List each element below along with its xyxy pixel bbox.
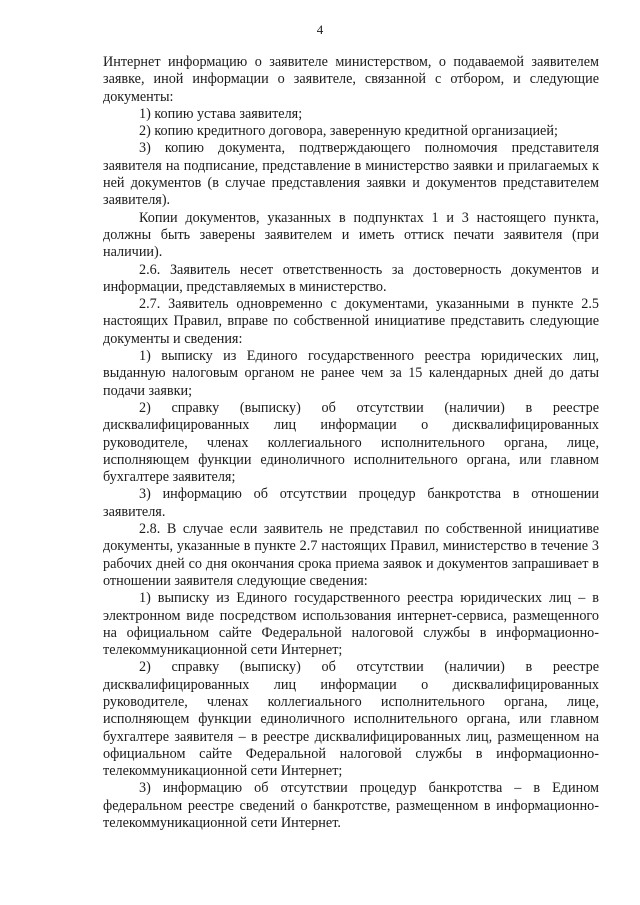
paragraph: 2) справку (выписку) об отсутствии (наличии) в реестре дисквалифицированных лиц информации о дисквалифицированных руководителе, членах коллегиального исполнительного органа, лице, исполняющем функции единоличного исполнительного органа, или главном бухгалтере заявителя – в реестре дисквалифицированных лиц, размещенном на официальном сайте Федеральной налоговой службы в информационно-телекоммуникационной сети Интернет;	[103, 659, 599, 780]
paragraph: 2) копию кредитного договора, заверенную кредитной организацией;	[139, 123, 558, 140]
document-body	[103, 54, 599, 832]
paragraph: 2.6. Заявитель несет ответственность за достоверность документов и информации, представляемых в министерство.	[103, 261, 599, 295]
paragraph: Интернет информацию о заявителе министерством, о подаваемой заявителем заявке, иной информации о заявителе, связанной с отбором, и следующие документы:	[103, 54, 599, 105]
paragraph: 1) выписку из Единого государственного реестра юридических лиц – в электронном виде посредством использования интернет-сервиса, размещенного на официальном сайте Федеральной налоговой службы в информационно-телекоммуникационной сети Интернет;	[103, 590, 599, 659]
paragraph: 2.8. В случае если заявитель не представил по собственной инициативе документы, указанные в пункте 2.7 настоящих Правил, министерство в течение 3 рабочих дней со дня окончания срока приема заявок и документов запрашивает в отношении заявителя следующие сведения:	[103, 521, 599, 589]
paragraph: 1) выписку из Единого государственного реестра юридических лиц, выданную налоговым органом не ранее чем за 15 календарных дней до даты подачи заявки;	[103, 348, 599, 399]
page-number: 4	[316, 22, 324, 37]
paragraph: 3) информацию об отсутствии процедур банкротства в отношении заявителя.	[103, 486, 599, 520]
paragraph: Копии документов, указанных в подпунктах 1 и 3 настоящего пункта, должны быть заверены заявителем и иметь оттиск печати заявителя (при наличии).	[103, 209, 599, 261]
paragraph: 3) информацию об отсутствии процедур банкротства – в Едином федеральном реестре сведений о банкротстве, размещенном в информационно-телекоммуникационной сети Интернет.	[103, 780, 599, 832]
paragraph: 1) копию устава заявителя;	[139, 105, 303, 122]
paragraph: 2) справку (выписку) об отсутствии (наличии) в реестре дисквалифицированных лиц информации о дисквалифицированных руководителе, членах коллегиального исполнительного органа, лице, исполняющем функции единоличного исполнительного органа, или главном бухгалтере заявителя;	[103, 399, 599, 486]
paragraph: 3) копию документа, подтверждающего полномочия представителя заявителя на подписание, представление в министерство заявки и прилагаемых к ней документов (в случае представления заявки и документов представителем заявителя).	[103, 140, 599, 209]
paragraph: 2.7. Заявитель одновременно с документами, указанными в пункте 2.5 настоящих Правил, вправе по собственной инициативе представить следующие документы и сведения:	[103, 296, 599, 347]
